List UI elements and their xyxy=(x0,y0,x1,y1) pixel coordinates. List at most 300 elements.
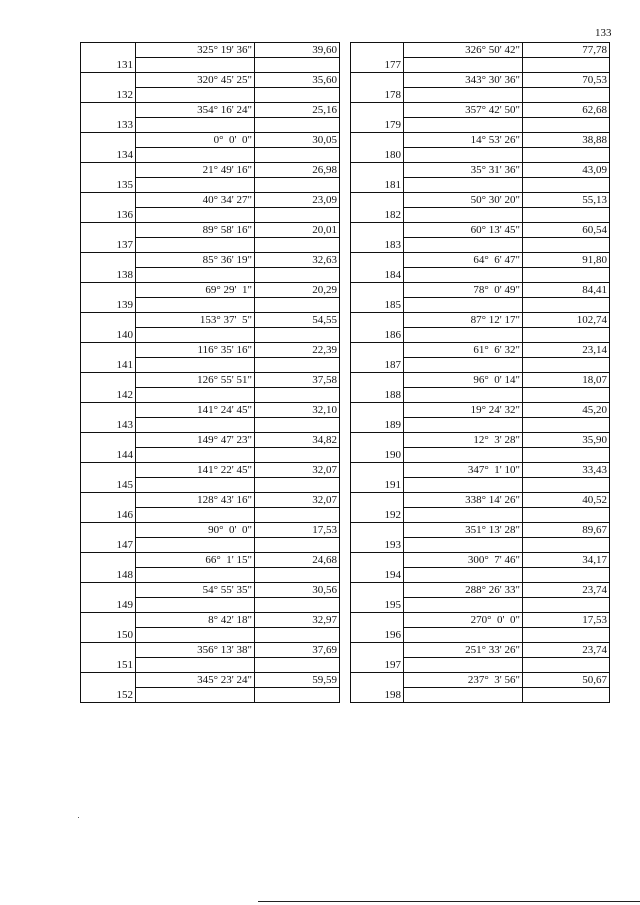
page-number: 133 xyxy=(595,27,612,39)
table-row-point xyxy=(81,88,340,103)
empty-cell xyxy=(404,268,523,283)
point-number-cell-spacer xyxy=(351,553,404,568)
table-row xyxy=(81,433,340,448)
point-number-cell-spacer xyxy=(351,583,404,598)
table-row xyxy=(351,493,610,508)
point-number-cell-spacer xyxy=(81,343,136,358)
distance-cell: 18,07 xyxy=(523,373,610,388)
angle-cell: 356° 13' 38" xyxy=(136,643,255,658)
point-number-cell: 152 xyxy=(81,688,136,703)
table-row xyxy=(81,253,340,268)
empty-cell xyxy=(523,628,610,643)
empty-cell xyxy=(136,208,255,223)
empty-cell xyxy=(255,658,340,673)
table-row xyxy=(81,373,340,388)
table-row xyxy=(351,523,610,538)
empty-cell xyxy=(255,448,340,463)
table-row xyxy=(81,673,340,688)
empty-cell xyxy=(404,478,523,493)
distance-cell: 23,14 xyxy=(523,343,610,358)
table-row-point xyxy=(351,538,610,553)
point-number-cell-spacer xyxy=(81,553,136,568)
table-row-point xyxy=(81,598,340,613)
point-number-cell: 184 xyxy=(351,268,404,283)
empty-cell xyxy=(523,658,610,673)
distance-cell: 54,55 xyxy=(255,313,340,328)
empty-cell xyxy=(136,688,255,703)
angle-cell: 69° 29' 1" xyxy=(136,283,255,298)
empty-cell xyxy=(255,178,340,193)
table-row xyxy=(351,613,610,628)
angle-cell: 270° 0' 0" xyxy=(404,613,523,628)
empty-cell xyxy=(523,208,610,223)
point-number-cell: 133 xyxy=(81,118,136,133)
distance-cell: 39,60 xyxy=(255,43,340,58)
point-number-cell-spacer xyxy=(81,73,136,88)
angle-cell: 116° 35' 16" xyxy=(136,343,255,358)
table-row-point xyxy=(351,328,610,343)
empty-cell xyxy=(523,328,610,343)
point-number-cell: 141 xyxy=(81,358,136,373)
table-row-point xyxy=(81,148,340,163)
coordinates-table-right xyxy=(350,42,610,703)
distance-cell: 26,98 xyxy=(255,163,340,178)
table-row-point xyxy=(81,268,340,283)
point-number-cell-spacer xyxy=(351,523,404,538)
table-row xyxy=(351,583,610,598)
table-row-point xyxy=(351,118,610,133)
distance-cell: 24,68 xyxy=(255,553,340,568)
point-number-cell: 140 xyxy=(81,328,136,343)
empty-cell xyxy=(136,58,255,73)
table-row xyxy=(81,73,340,88)
angle-cell: 14° 53' 26" xyxy=(404,133,523,148)
point-number-cell-spacer xyxy=(351,163,404,178)
point-number-cell: 138 xyxy=(81,268,136,283)
table-row xyxy=(351,43,610,58)
distance-cell: 32,07 xyxy=(255,463,340,478)
distance-cell: 25,16 xyxy=(255,103,340,118)
table-row-point xyxy=(81,178,340,193)
empty-cell xyxy=(136,118,255,133)
point-number-cell-spacer xyxy=(351,193,404,208)
point-number-cell: 135 xyxy=(81,178,136,193)
table-row-point xyxy=(351,688,610,703)
empty-cell xyxy=(255,298,340,313)
point-number-cell-spacer xyxy=(81,643,136,658)
angle-cell: 345° 23' 24" xyxy=(136,673,255,688)
empty-cell xyxy=(404,658,523,673)
table-row-point xyxy=(351,388,610,403)
table-body-left xyxy=(81,43,340,703)
empty-cell xyxy=(136,538,255,553)
point-number-cell: 192 xyxy=(351,508,404,523)
empty-cell xyxy=(136,88,255,103)
empty-cell xyxy=(404,58,523,73)
empty-cell xyxy=(136,268,255,283)
distance-cell: 32,63 xyxy=(255,253,340,268)
distance-cell: 43,09 xyxy=(523,163,610,178)
angle-cell: 8° 42' 18" xyxy=(136,613,255,628)
angle-cell: 96° 0' 14" xyxy=(404,373,523,388)
table-row xyxy=(351,373,610,388)
point-number-cell: 178 xyxy=(351,88,404,103)
distance-cell: 32,97 xyxy=(255,613,340,628)
table-row-point xyxy=(81,208,340,223)
table-row xyxy=(351,103,610,118)
empty-cell xyxy=(523,238,610,253)
empty-cell xyxy=(136,448,255,463)
point-number-cell-spacer xyxy=(351,73,404,88)
distance-cell: 38,88 xyxy=(523,133,610,148)
angle-cell: 89° 58' 16" xyxy=(136,223,255,238)
point-number-cell: 183 xyxy=(351,238,404,253)
table-row xyxy=(351,343,610,358)
table-row-point xyxy=(81,328,340,343)
angle-cell: 149° 47' 23" xyxy=(136,433,255,448)
angle-cell: 0° 0' 0" xyxy=(136,133,255,148)
distance-cell: 20,29 xyxy=(255,283,340,298)
distance-cell: 102,74 xyxy=(523,313,610,328)
table-row-point xyxy=(351,238,610,253)
table-row-point xyxy=(81,448,340,463)
distance-cell: 50,67 xyxy=(523,673,610,688)
empty-cell xyxy=(255,688,340,703)
table-row-point xyxy=(351,568,610,583)
empty-cell xyxy=(523,118,610,133)
point-number-cell-spacer xyxy=(81,463,136,478)
point-number-cell-spacer xyxy=(351,373,404,388)
point-number-cell: 151 xyxy=(81,658,136,673)
table-row xyxy=(81,43,340,58)
empty-cell xyxy=(136,148,255,163)
angle-cell: 61° 6' 32" xyxy=(404,343,523,358)
angle-cell: 78° 0' 49" xyxy=(404,283,523,298)
table-row-point xyxy=(351,88,610,103)
point-number-cell-spacer xyxy=(351,463,404,478)
empty-cell xyxy=(255,238,340,253)
table-row-point xyxy=(81,628,340,643)
distance-cell: 37,58 xyxy=(255,373,340,388)
point-number-cell: 188 xyxy=(351,388,404,403)
point-number-cell-spacer xyxy=(81,493,136,508)
distance-cell: 17,53 xyxy=(255,523,340,538)
empty-cell xyxy=(404,628,523,643)
empty-cell xyxy=(255,88,340,103)
point-number-cell-spacer xyxy=(81,613,136,628)
empty-cell xyxy=(404,688,523,703)
empty-cell xyxy=(136,628,255,643)
distance-cell: 70,53 xyxy=(523,73,610,88)
distance-cell: 23,74 xyxy=(523,643,610,658)
point-number-cell-spacer xyxy=(81,403,136,418)
empty-cell xyxy=(404,208,523,223)
point-number-cell-spacer xyxy=(351,43,404,58)
empty-cell xyxy=(255,418,340,433)
distance-cell: 33,43 xyxy=(523,463,610,478)
point-number-cell-spacer xyxy=(81,373,136,388)
angle-cell: 141° 24' 45" xyxy=(136,403,255,418)
table-row-point xyxy=(351,148,610,163)
empty-cell xyxy=(404,178,523,193)
distance-cell: 34,82 xyxy=(255,433,340,448)
table-row xyxy=(81,643,340,658)
point-number-cell: 194 xyxy=(351,568,404,583)
table-row-point xyxy=(81,298,340,313)
empty-cell xyxy=(404,538,523,553)
point-number-cell: 187 xyxy=(351,358,404,373)
empty-cell xyxy=(136,598,255,613)
footer-rule xyxy=(258,901,640,902)
distance-cell: 55,13 xyxy=(523,193,610,208)
point-number-cell-spacer xyxy=(81,433,136,448)
point-number-cell-spacer xyxy=(351,493,404,508)
table-row xyxy=(351,463,610,478)
empty-cell xyxy=(404,448,523,463)
table-row-point xyxy=(81,238,340,253)
empty-cell xyxy=(404,328,523,343)
point-number-cell-spacer xyxy=(351,283,404,298)
table-row-point xyxy=(81,568,340,583)
empty-cell xyxy=(404,388,523,403)
angle-cell: 126° 55' 51" xyxy=(136,373,255,388)
angle-cell: 66° 1' 15" xyxy=(136,553,255,568)
distance-cell: 23,09 xyxy=(255,193,340,208)
distance-cell: 45,20 xyxy=(523,403,610,418)
table-row xyxy=(81,133,340,148)
table-row-point xyxy=(351,658,610,673)
empty-cell xyxy=(523,538,610,553)
point-number-cell: 148 xyxy=(81,568,136,583)
point-number-cell: 182 xyxy=(351,208,404,223)
angle-cell: 21° 49' 16" xyxy=(136,163,255,178)
empty-cell xyxy=(255,328,340,343)
table-row-point xyxy=(81,478,340,493)
table-row-point xyxy=(81,418,340,433)
empty-cell xyxy=(523,598,610,613)
angle-cell: 128° 43' 16" xyxy=(136,493,255,508)
empty-cell xyxy=(523,298,610,313)
angle-cell: 325° 19' 36" xyxy=(136,43,255,58)
table-row-point xyxy=(351,628,610,643)
empty-cell xyxy=(255,58,340,73)
empty-cell xyxy=(523,88,610,103)
point-number-cell: 190 xyxy=(351,448,404,463)
distance-cell: 23,74 xyxy=(523,583,610,598)
empty-cell xyxy=(404,238,523,253)
table-row xyxy=(351,163,610,178)
point-number-cell: 149 xyxy=(81,598,136,613)
empty-cell xyxy=(255,568,340,583)
table-row xyxy=(351,643,610,658)
table-row xyxy=(351,433,610,448)
table-row xyxy=(81,223,340,238)
point-number-cell: 131 xyxy=(81,58,136,73)
angle-cell: 354° 16' 24" xyxy=(136,103,255,118)
table-row-point xyxy=(81,388,340,403)
table-row-point xyxy=(351,58,610,73)
point-number-cell: 143 xyxy=(81,418,136,433)
angle-cell: 141° 22' 45" xyxy=(136,463,255,478)
point-number-cell: 146 xyxy=(81,508,136,523)
point-number-cell-spacer xyxy=(351,103,404,118)
point-number-cell: 189 xyxy=(351,418,404,433)
table-row xyxy=(351,313,610,328)
distance-cell: 32,07 xyxy=(255,493,340,508)
table-body-right xyxy=(351,43,610,703)
distance-cell: 84,41 xyxy=(523,283,610,298)
empty-cell xyxy=(523,388,610,403)
point-number-cell: 185 xyxy=(351,298,404,313)
point-number-cell-spacer xyxy=(81,313,136,328)
distance-cell: 17,53 xyxy=(523,613,610,628)
empty-cell xyxy=(136,658,255,673)
point-number-cell: 195 xyxy=(351,598,404,613)
empty-cell xyxy=(255,358,340,373)
table-row-point xyxy=(81,118,340,133)
empty-cell xyxy=(404,88,523,103)
empty-cell xyxy=(136,388,255,403)
distance-cell: 59,59 xyxy=(255,673,340,688)
angle-cell: 90° 0' 0" xyxy=(136,523,255,538)
distance-cell: 89,67 xyxy=(523,523,610,538)
distance-cell: 62,68 xyxy=(523,103,610,118)
point-number-cell: 144 xyxy=(81,448,136,463)
table-row xyxy=(351,253,610,268)
table-row-point xyxy=(351,268,610,283)
table-row-point xyxy=(81,688,340,703)
point-number-cell: 142 xyxy=(81,388,136,403)
distance-cell: 40,52 xyxy=(523,493,610,508)
point-number-cell-spacer xyxy=(351,313,404,328)
table-row xyxy=(351,673,610,688)
angle-cell: 64° 6' 47" xyxy=(404,253,523,268)
point-number-cell: 177 xyxy=(351,58,404,73)
point-number-cell-spacer xyxy=(351,253,404,268)
table-row xyxy=(81,343,340,358)
table-row-point xyxy=(351,208,610,223)
table-row xyxy=(351,133,610,148)
table-row xyxy=(351,283,610,298)
distance-cell: 32,10 xyxy=(255,403,340,418)
angle-cell: 288° 26' 33" xyxy=(404,583,523,598)
empty-cell xyxy=(523,358,610,373)
point-number-cell: 145 xyxy=(81,478,136,493)
point-number-cell-spacer xyxy=(81,133,136,148)
angle-cell: 85° 36' 19" xyxy=(136,253,255,268)
distance-cell: 35,90 xyxy=(523,433,610,448)
table-row xyxy=(81,493,340,508)
point-number-cell: 136 xyxy=(81,208,136,223)
point-number-cell: 180 xyxy=(351,148,404,163)
empty-cell xyxy=(255,598,340,613)
distance-cell: 30,56 xyxy=(255,583,340,598)
table-row-point xyxy=(351,178,610,193)
point-number-cell: 186 xyxy=(351,328,404,343)
angle-cell: 153° 37' 5" xyxy=(136,313,255,328)
point-number-cell: 198 xyxy=(351,688,404,703)
empty-cell xyxy=(255,268,340,283)
empty-cell xyxy=(404,568,523,583)
table-row-point xyxy=(351,298,610,313)
table-row xyxy=(81,313,340,328)
empty-cell xyxy=(136,418,255,433)
table-row xyxy=(81,103,340,118)
table-row-point xyxy=(351,508,610,523)
distance-cell: 34,17 xyxy=(523,553,610,568)
table-row-point xyxy=(351,418,610,433)
table-row-point xyxy=(81,358,340,373)
empty-cell xyxy=(523,58,610,73)
empty-cell xyxy=(136,178,255,193)
empty-cell xyxy=(523,448,610,463)
distance-cell: 30,05 xyxy=(255,133,340,148)
point-number-cell-spacer xyxy=(351,403,404,418)
empty-cell xyxy=(255,388,340,403)
angle-cell: 338° 14' 26" xyxy=(404,493,523,508)
point-number-cell-spacer xyxy=(351,613,404,628)
point-number-cell: 150 xyxy=(81,628,136,643)
table-row-point xyxy=(81,508,340,523)
empty-cell xyxy=(523,478,610,493)
table-row-point xyxy=(351,598,610,613)
empty-cell xyxy=(523,268,610,283)
table-row xyxy=(351,193,610,208)
angle-cell: 343° 30' 36" xyxy=(404,73,523,88)
point-number-cell-spacer xyxy=(81,43,136,58)
table-row xyxy=(351,553,610,568)
point-number-cell-spacer xyxy=(81,673,136,688)
angle-cell: 320° 45' 25" xyxy=(136,73,255,88)
empty-cell xyxy=(255,628,340,643)
table-row xyxy=(81,283,340,298)
distance-cell: 20,01 xyxy=(255,223,340,238)
angle-cell: 87° 12' 17" xyxy=(404,313,523,328)
point-number-cell-spacer xyxy=(81,223,136,238)
angle-cell: 19° 24' 32" xyxy=(404,403,523,418)
distance-cell: 37,69 xyxy=(255,643,340,658)
distance-cell: 77,78 xyxy=(523,43,610,58)
table-row xyxy=(351,223,610,238)
scan-speck xyxy=(78,817,79,818)
empty-cell xyxy=(523,178,610,193)
point-number-cell-spacer xyxy=(81,103,136,118)
table-row xyxy=(81,163,340,178)
angle-cell: 326° 50' 42" xyxy=(404,43,523,58)
table-row-point xyxy=(351,478,610,493)
table-row-point xyxy=(351,358,610,373)
angle-cell: 50° 30' 20" xyxy=(404,193,523,208)
table-row xyxy=(81,613,340,628)
empty-cell xyxy=(255,208,340,223)
angle-cell: 351° 13' 28" xyxy=(404,523,523,538)
empty-cell xyxy=(523,508,610,523)
table-row-point xyxy=(351,448,610,463)
angle-cell: 237° 3' 56" xyxy=(404,673,523,688)
table-row xyxy=(351,403,610,418)
point-number-cell-spacer xyxy=(351,133,404,148)
empty-cell xyxy=(523,688,610,703)
distance-cell: 35,60 xyxy=(255,73,340,88)
point-number-cell-spacer xyxy=(81,193,136,208)
angle-cell: 60° 13' 45" xyxy=(404,223,523,238)
table-row xyxy=(351,73,610,88)
empty-cell xyxy=(255,508,340,523)
point-number-cell-spacer xyxy=(81,163,136,178)
point-number-cell-spacer xyxy=(351,433,404,448)
coordinates-table-left xyxy=(80,42,340,703)
table-row-point xyxy=(81,538,340,553)
